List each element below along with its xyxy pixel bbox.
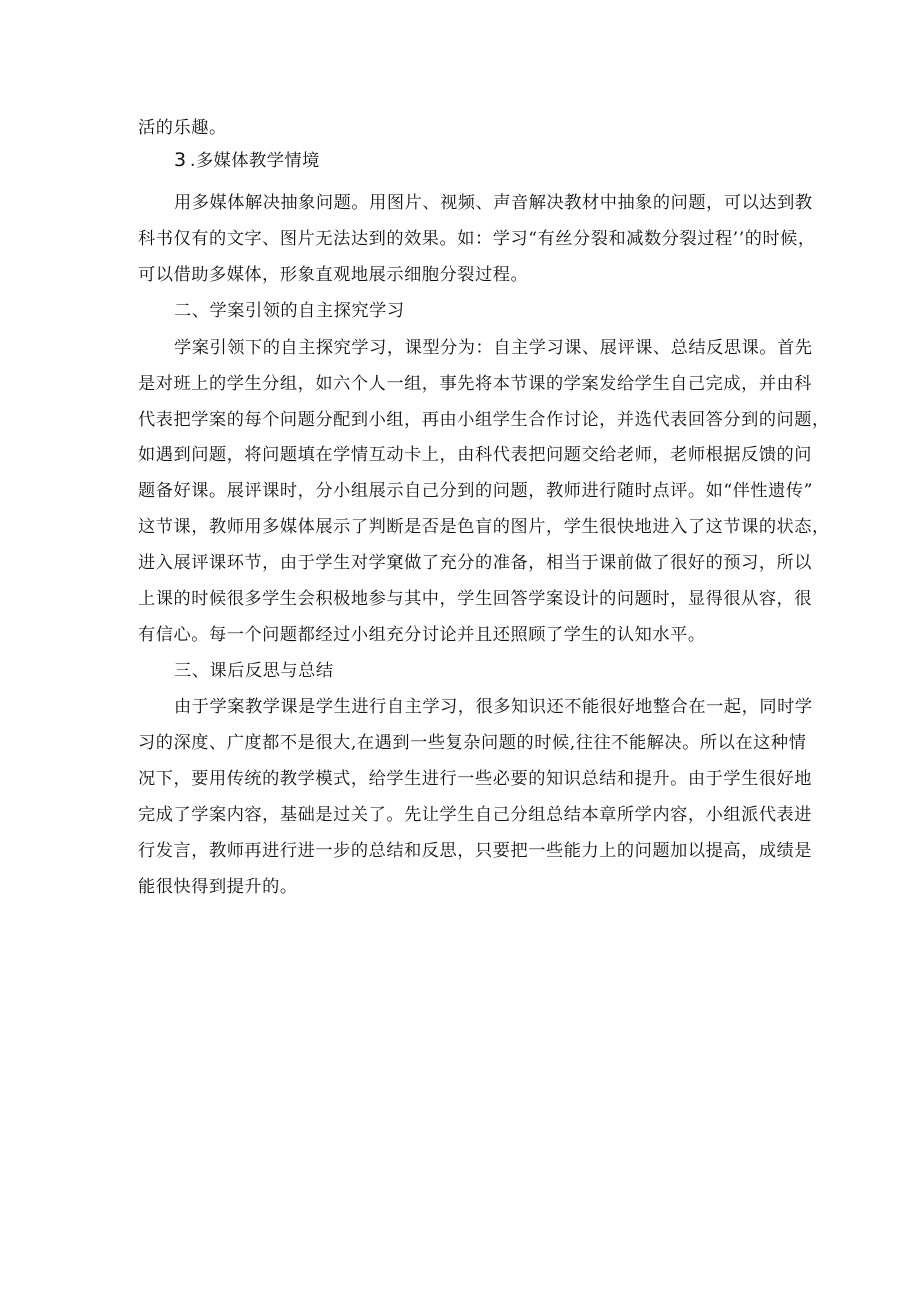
paragraph-line: 可以借助多媒体，形象直观地展示细胞分裂过程。 [138,265,529,285]
paragraph-line: 况下，要用传统的教学模式，给学生进行一些必要的知识总结和提升。由于学生很好地 [138,769,813,789]
section-heading: 三、课后反思与总结 [174,661,334,681]
paragraph-line: 科书仅有的文字、图片无法达到的效果。如：学习“有丝分裂和减数分裂过程’’的时候， [138,229,816,249]
paragraph-line: 是对班上的学生分组，如六个人一组，事先将本节课的学案发给学生自己完成，并由科 [138,374,813,394]
paragraph-line: 有信心。每一个问题都经过小组充分讨论并且还照顾了学生的认知水平。 [138,625,706,645]
paragraph-line: 学案引领下的自主探究学习，课型分为：自主学习课、展评课、总结反思课。首先 [174,338,813,358]
paragraph-line: 上课的时候很多学生会积极地参与其中，学生回答学案设计的问题时，显得很从容，很 [138,589,813,609]
section-title: .多媒体教学情境 [190,151,320,171]
section-number: 3 [174,149,187,171]
paragraph-line: 行发言，教师再进行进一步的总结和反思，只要把一些能力上的问题加以提高，成绩是 [138,841,813,861]
paragraph-line: 题备好课。展评课时，分小组展示自己分到的问题，教师进行随时点评。如“伴性遗传” [138,481,813,501]
paragraph-line: 如遇到问题，将问题填在学情互动卡上，由科代表把问题交给老师，老师根据反馈的问 [138,445,813,465]
paragraph-line: 由于学案教学课是学生进行自主学习，很多知识还不能很好地整合在一起，同时学 [174,697,813,717]
paragraph-line: 能很快得到提升的。 [138,877,298,897]
paragraph-line: 完成了学案内容，基础是过关了。先让学生自己分组总结本章所学内容，小组派代表进 [138,805,813,825]
paragraph-line: 习的深度、广度都不是很大,在遇到一些复杂问题的时候,往往不能解决。所以在这种情 [138,733,807,753]
paragraph-line: 进入展评课环节，由于学生对学窠做了充分的准备，相当于课前做了很好的预习，所以 [138,553,813,573]
paragraph-line: 用多媒体解决抽象问题。用图片、视频、声音解决教材中抽象的问题，可以达到教 [174,193,813,213]
section-heading: 二、学案引领的自主探究学习 [174,301,405,321]
paragraph-line: 活的乐趣。 [138,118,227,138]
paragraph-line: 代表把学案的每个问题分配到小组，再由小组学生合作讨论，并选代表回答分到的问题， [138,410,830,430]
paragraph-line: 这节课，教师用多媒体展示了判断是否是色盲的图片，学生很快地进入了这节课的状态， [138,517,830,537]
